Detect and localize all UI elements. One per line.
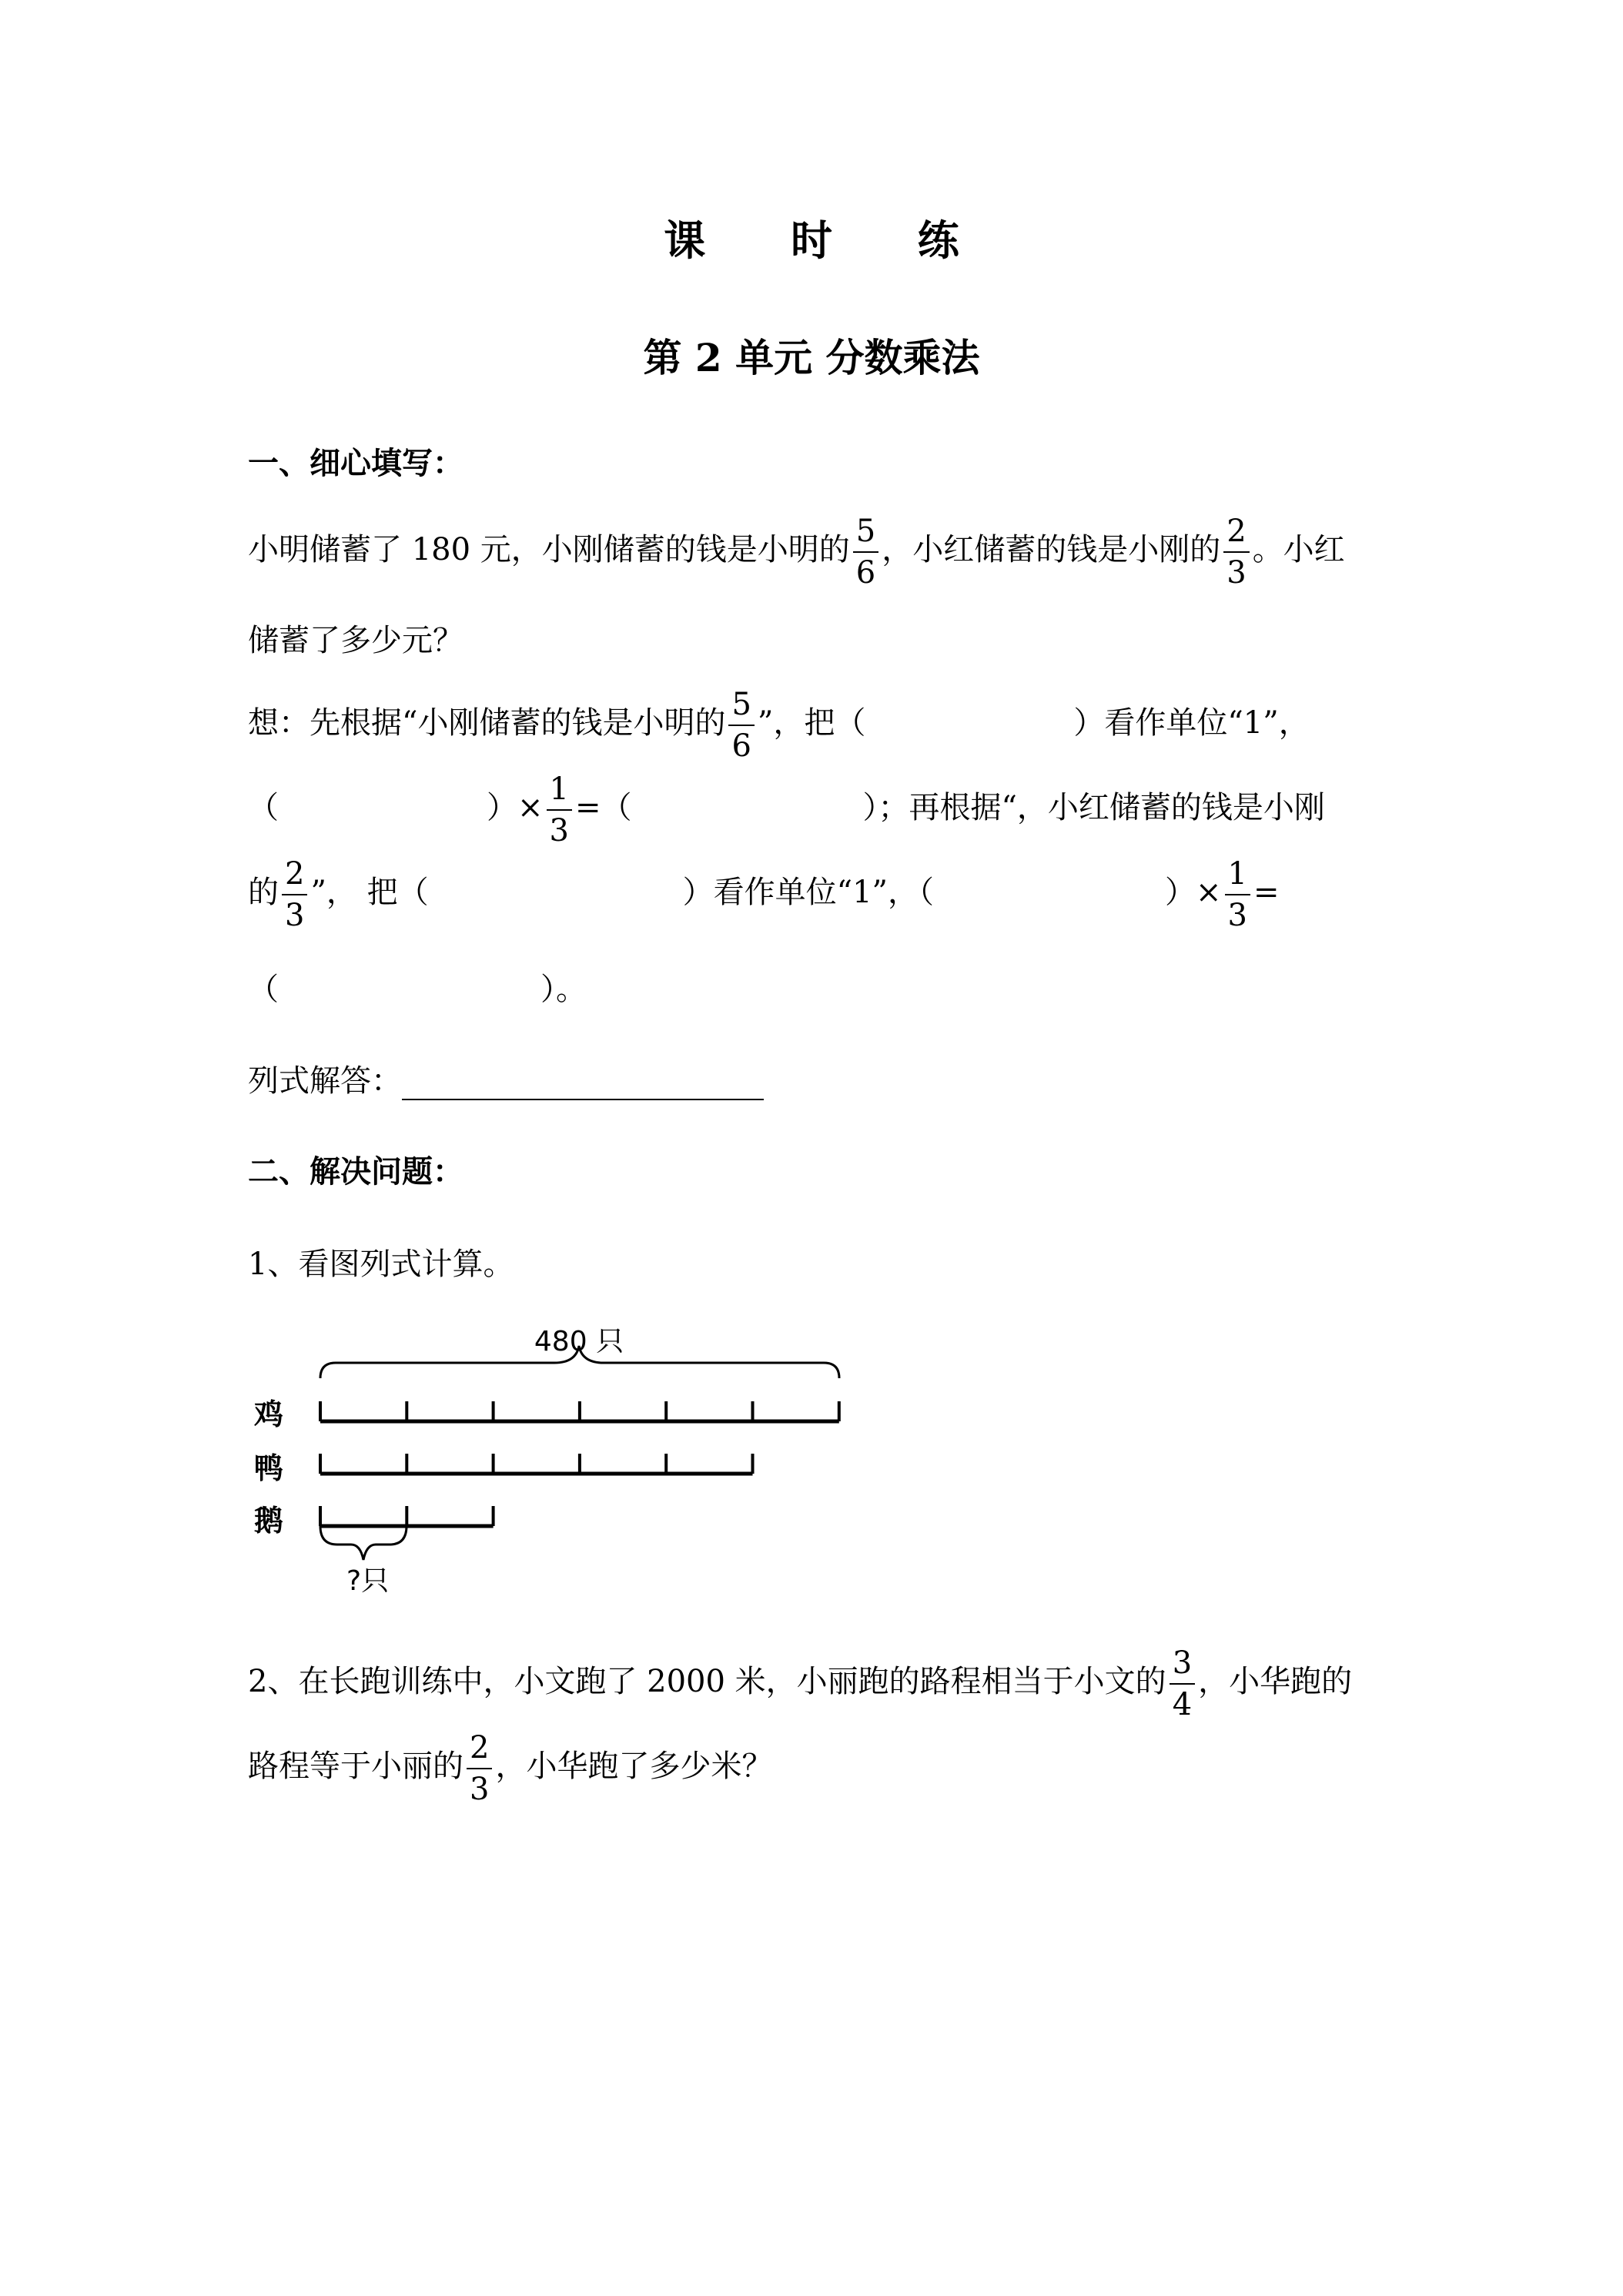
question-brace (320, 1526, 407, 1560)
row2-times: ）× (487, 790, 544, 825)
row-label-chicken: 鸡 (254, 1397, 284, 1431)
answer-label: 列式解答： (248, 1063, 402, 1099)
fraction-2-3: $\frac{2}{3}$ (1223, 516, 1249, 588)
row4-close: ）。 (540, 972, 587, 1007)
problem-text-c: 。小红 (1252, 532, 1345, 567)
q2-text-a: 2、在长跑训练中，小文跑了 2000 米，小丽跑的路程相当于小文的 (248, 1664, 1166, 1699)
think-text-b: ”，把（ (757, 705, 866, 741)
think-text-a: 想：先根据“小刚储蓄的钱是小明的 (248, 705, 726, 741)
row4-open: （ (248, 972, 279, 1007)
fraction-5-6: $\frac{5}{6}$ (853, 516, 878, 588)
problem-text-b: ，小红储蓄的钱是小刚的 (882, 532, 1221, 567)
fraction-1-3-a: $\frac{1}{3}$ (547, 774, 572, 846)
row3-times: ）× (1164, 875, 1222, 910)
answer-underline[interactable] (402, 1074, 764, 1100)
think-text-c: ）看作单位“1”， (1073, 705, 1310, 741)
row-label-goose: 鹅 (254, 1504, 284, 1538)
question-1: 1、看图列式计算。 (248, 1247, 514, 1282)
fraction-2-3-q2: $\frac{2}{3}$ (467, 1732, 492, 1805)
row-label-duck: 鸭 (254, 1451, 284, 1485)
question-2-line-1 (248, 1645, 1353, 1722)
row2-eq: =（ (574, 790, 632, 825)
problem-line-1 (248, 514, 1345, 591)
segment-diagram (231, 1324, 862, 1602)
think-line-3 (248, 858, 1279, 931)
section2-heading: 二、解决问题： (248, 1153, 463, 1190)
fraction-3-4: $\frac{3}{4}$ (1170, 1648, 1195, 1720)
think-line-4 (248, 965, 587, 1009)
fraction-5-6-think: $\frac{5}{6}$ (728, 689, 754, 761)
answer-line (248, 1056, 764, 1100)
unit-subtitle: 第 2 单元 分数乘法 (643, 335, 980, 380)
problem-line-2: 储蓄了多少元？ (248, 623, 463, 658)
think-line-2 (248, 771, 1325, 848)
row3-b: ”， 把（ (310, 875, 429, 910)
row3-c: ）看作单位“1”，（ (682, 875, 934, 910)
q2-line2-a: 路程等于小丽的 (248, 1749, 463, 1784)
q2-line2-b: ，小华跑了多少米？ (495, 1749, 773, 1784)
row2-rest: ）；再根据“，小红储蓄的钱是小刚 (862, 790, 1325, 825)
problem-text-a: 小明储蓄了 180 元，小刚储蓄的钱是小明的 (248, 532, 850, 567)
question-2-line-2 (248, 1732, 772, 1805)
row2-open: （ (248, 790, 279, 825)
fraction-2-3-b: $\frac{2}{3}$ (282, 858, 307, 931)
question-label: ?只 (346, 1565, 390, 1597)
total-label: 480 只 (534, 1326, 624, 1357)
section1-heading: 一、细心填写： (248, 445, 463, 481)
row3-de: 的 (248, 875, 279, 910)
q2-text-b: ，小华跑的 (1198, 1664, 1353, 1699)
fraction-1-3-b: $\frac{1}{3}$ (1225, 858, 1250, 931)
row3-eq: = (1253, 875, 1280, 910)
page-title: 课 时 练 (664, 216, 995, 265)
think-line-1 (248, 687, 1310, 764)
